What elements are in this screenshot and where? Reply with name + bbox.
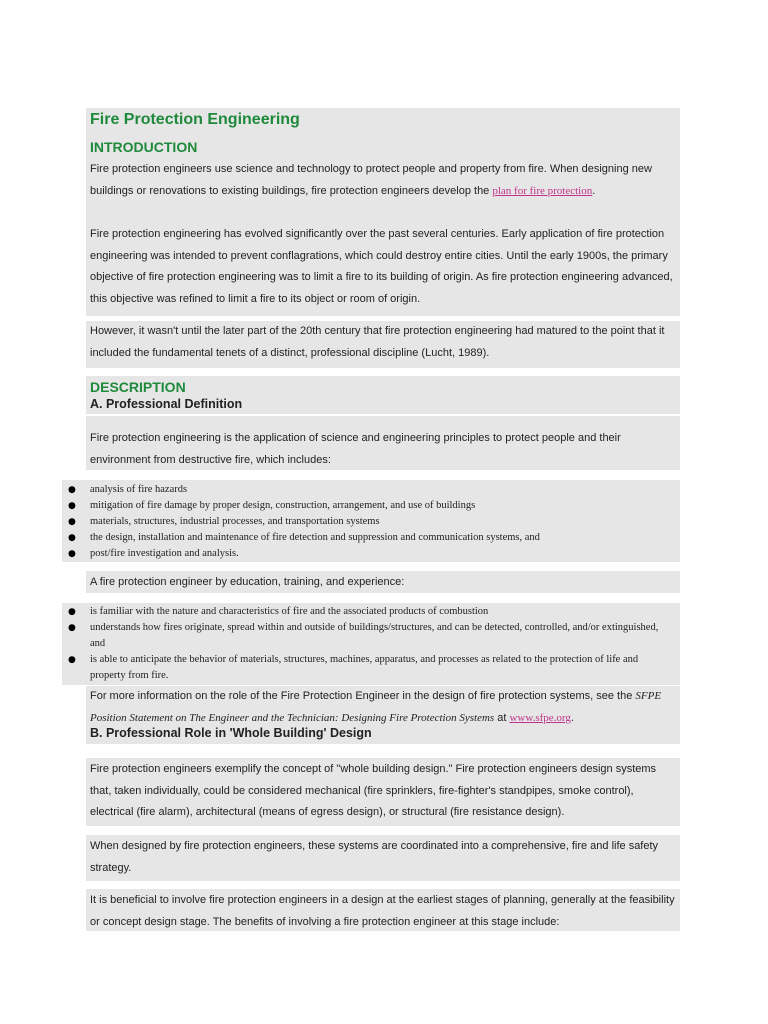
list-item-text: is able to anticipate the behavior of materials, structures, machines, apparatus, and processes as related to the protection of life and property from fire. — [90, 654, 639, 681]
bullet-icon: ● — [68, 623, 76, 633]
more-info-paragraph — [90, 686, 676, 729]
introduction-heading: INTRODUCTION — [90, 139, 198, 155]
role-paragraph-3: It is beneficial to involve fire protection engineers in a design at the earliest stages of planning, generally at the feasibility or concept design stage. The benefits of involving a fire protection engineer at this stage include: — [90, 894, 675, 928]
intro-paragraph-1 — [90, 159, 676, 202]
list-item — [68, 604, 676, 620]
role-paragraph-2-block — [86, 835, 680, 881]
bullet-icon: ● — [68, 607, 76, 617]
list-item — [68, 498, 676, 514]
intro-paragraph-2: Fire protection engineering has evolved significantly over the past several centuries. Early application of fire protection engineering was intended to prevent conflagrations, which could destroy entire cities. Until the early 1900s, the primary objective of fire protection engineering was to limit a fire to its building of origin. As fire protection engineering advanced, this objective was refined to limit a fire to its object or room of origin. — [90, 228, 673, 305]
list-item-text: analysis of fire hazards — [90, 484, 188, 495]
intro-paragraph-3: However, it wasn't until the later part of the 20th century that fire protection engineering had matured to the point that it included the fundamental tenets of a distinct, professional discipline (Lucht, 1989). — [90, 325, 665, 359]
engineer-intro-paragraph: A fire protection engineer by education, training, and experience: — [90, 576, 405, 588]
list-item — [68, 530, 676, 546]
intro-p1-end: . — [592, 184, 596, 197]
definition-list — [68, 482, 676, 562]
bullet-icon: ● — [68, 501, 76, 511]
engineer-list-block — [62, 603, 680, 685]
list-item — [68, 514, 676, 530]
bullet-icon: ● — [68, 533, 76, 543]
bullet-icon: ● — [68, 549, 76, 559]
professional-definition-heading: A. Professional Definition — [90, 397, 243, 411]
intro-block — [86, 108, 680, 226]
list-item — [68, 546, 676, 562]
definition-paragraph: Fire protection engineering is the application of science and engineering principles to protect people and their environment from destructive fire, which includes: — [90, 432, 621, 466]
role-paragraph-2: When designed by fire protection engineers, these systems are coordinated into a comprehensive, fire and life safety strategy. — [90, 840, 659, 874]
engineer-list — [68, 604, 676, 684]
role-paragraph-1: Fire protection engineers exemplify the concept of "whole building design." Fire protection engineers design systems that, taken individually, could be considered mechanical (fire sprinklers, fire-fighter's standpipes, smoke control), electrical (fire alarm), architectural (means of egress design), or structural (fire resistance design). — [90, 763, 657, 819]
sfpe-website-link[interactable]: www.sfpe.org — [509, 711, 571, 724]
intro-p1-text: Fire protection engineers use science and technology to protect people and property from fire. When designing new buildings or renovations to existing buildings, fire protection engineers develop the — [90, 163, 652, 197]
list-item — [68, 620, 676, 652]
role-paragraph-1-block — [86, 758, 680, 826]
list-item-text: mitigation of fire damage by proper design, construction, arrangement, and use of buildings — [90, 500, 476, 511]
more-info-text: For more information on the role of the Fire Protection Engineer in the design of fire protection systems, see the — [90, 690, 636, 702]
list-item — [68, 482, 676, 498]
bullet-icon: ● — [68, 517, 76, 527]
definition-list-block — [62, 480, 680, 562]
intro-paragraph-2-block — [86, 224, 680, 316]
description-heading-block — [86, 376, 680, 414]
sfpe-position-statement-title: SFPE Position Statement on The Engineer and the Technician: Designing Fire Protection Systems — [90, 690, 662, 724]
intro-paragraph-3-block — [86, 321, 680, 368]
list-item-text: post/fire investigation and analysis. — [90, 548, 239, 559]
bullet-icon: ● — [68, 485, 76, 495]
list-item-text: is familiar with the nature and characteristics of fire and the associated products of combustion — [90, 606, 489, 617]
definition-block — [86, 416, 680, 470]
more-info-at: at — [494, 711, 510, 724]
whole-building-design-heading: B. Professional Role in 'Whole Building' Design — [90, 726, 372, 740]
plan-for-fire-protection-link[interactable]: plan for fire protection — [492, 184, 593, 197]
role-paragraph-3-block — [86, 889, 680, 931]
bullet-icon: ● — [68, 655, 76, 665]
list-item — [68, 652, 676, 684]
list-item-text: the design, installation and maintenance of fire detection and suppression and communication systems, and — [90, 532, 540, 543]
page-title: Fire Protection Engineering — [90, 111, 300, 128]
list-item-text: understands how fires originate, spread within and outside of buildings/structures, and can be detected, controlled, and/or extinguished, and — [90, 622, 659, 649]
role-heading-block — [86, 724, 680, 744]
list-item-text: materials, structures, industrial processes, and transportation systems — [90, 516, 380, 527]
more-info-end: . — [570, 711, 574, 724]
description-heading: DESCRIPTION — [90, 379, 186, 395]
engineer-intro-block — [86, 571, 680, 593]
